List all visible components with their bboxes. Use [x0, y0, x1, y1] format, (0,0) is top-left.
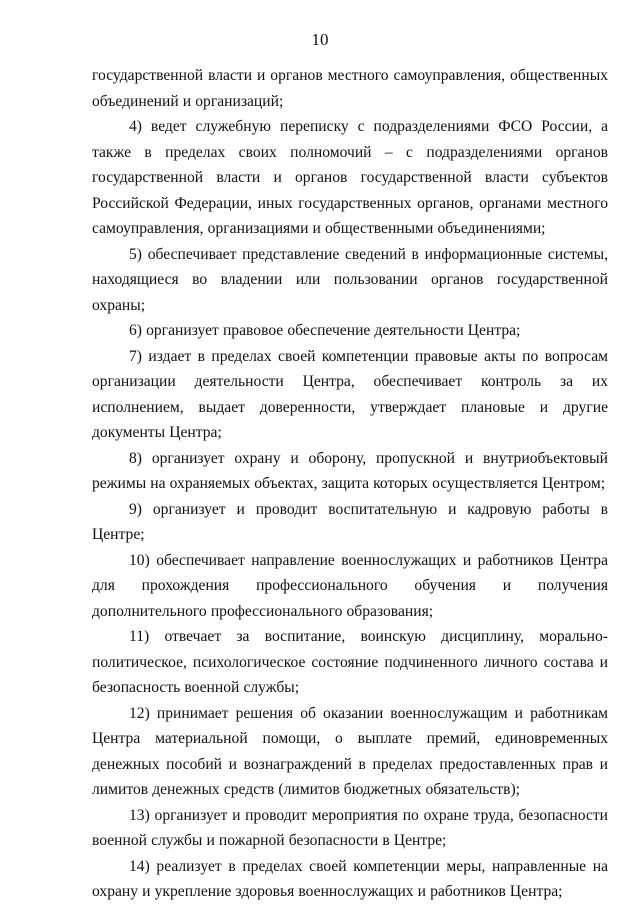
- paragraph-continuation: государственной власти и органов местного самоуправления, общественных объединений и организаций;: [92, 67, 608, 110]
- document-body: [92, 63, 608, 905]
- paragraph-item-9: 9) организует и проводит воспитательную и кадровую работы в Центре;: [92, 500, 608, 543]
- page-number: 10: [311, 30, 329, 49]
- paragraph-item-11: 11) отвечает за воспитание, воинскую дисциплину, морально-политическое, психологическое состояние подчиненного личного состава и безопасность военной службы;: [92, 628, 608, 696]
- paragraph-item-10: 10) обеспечивает направление военнослужащих и работников Центра для прохождения профессионального обучения и получения дополнительного профессионального образования;: [92, 551, 608, 620]
- paragraph-item-14: 14) реализует в пределах своей компетенции меры, направленные на охрану и укрепление здоровья военнослужащих и работников Центра;: [92, 857, 608, 900]
- paragraph-item-13: 13) организует и проводит мероприятия по охране труда, безопасности военной службы и пожарной безопасности в Центре;: [92, 806, 608, 849]
- paragraph-item-7: 7) издает в пределах своей компетенции правовые акты по вопросам организации деятельности Центра, обеспечивает контроль за их исполнением, выдает доверенности, утверждает плановые и другие документы Центра;: [92, 347, 608, 441]
- paragraph-item-12: 12) принимает решения об оказании военнослужащим и работникам Центра материальной помощи, о выплате премий, единовременных денежных пособий и вознаграждений в пределах предоставленных прав и лимитов денежных средств (лимитов бюджетных обязательств);: [92, 704, 608, 798]
- paragraph-item-6: 6) организует правовое обеспечение деятельности Центра;: [129, 322, 521, 339]
- paragraph-item-8: 8) организует охрану и оборону, пропускной и внутриобъектовый режимы на охраняемых объектах, защита которых осуществляется Центром;: [92, 449, 608, 492]
- paragraph-item-5: 5) обеспечивает представление сведений в информационные системы, находящиеся во владении или пользовании органов государственной охраны;: [92, 245, 608, 314]
- paragraph-item-4: 4) ведет служебную переписку с подразделениями ФСО России, а также в пределах своих полномочий – с подразделениями органов государственной власти и органов государственной власти субъектов Российской Федерации, иных государственных органов, органами местного самоуправления, организациями и общественными объединениями;: [92, 118, 608, 237]
